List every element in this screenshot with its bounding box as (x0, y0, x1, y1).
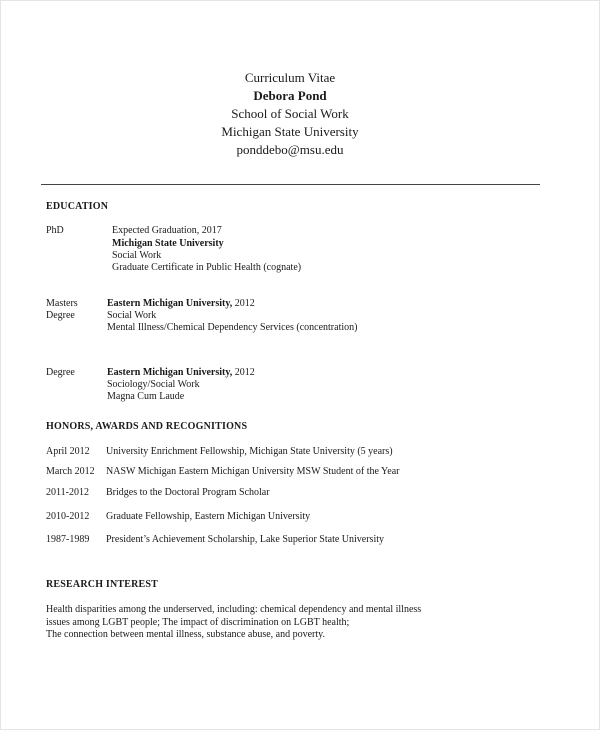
bachelors-year: 2012 (232, 367, 255, 378)
honor-date: 2011-2012 (46, 487, 89, 498)
phd-certificate: Graduate Certificate in Public Health (cognate) (112, 262, 302, 273)
research-line: The connection between mental illness, substance abuse, and poverty. (46, 629, 325, 640)
masters-label: Masters (46, 298, 78, 309)
bachelors-field: Sociology/Social Work (107, 379, 200, 390)
masters-institution-line (107, 298, 255, 310)
header-divider (41, 184, 540, 185)
phd-label: PhD (46, 225, 64, 236)
masters-degree-label: Degree (46, 310, 75, 321)
masters-concentration: Mental Illness/Chemical Dependency Services (concentration) (107, 322, 358, 333)
bachelors-label: Degree (46, 367, 75, 378)
email-address: ponddebo@msu.edu (236, 142, 344, 157)
honors-heading: HONORS, AWARDS AND RECOGNITIONS (46, 421, 248, 432)
bachelors-institution-line (107, 367, 255, 379)
masters-year: 2012 (232, 298, 255, 309)
honor-date: April 2012 (46, 446, 90, 457)
research-paragraph (46, 604, 466, 642)
document-title: Curriculum Vitae (244, 70, 336, 85)
honor-text: Graduate Fellowship, Eastern Michigan University (106, 511, 311, 522)
masters-institution: Eastern Michigan University, (107, 298, 233, 309)
honor-text: NASW Michigan Eastern Michigan University MSW Student of the Year (106, 466, 400, 477)
honor-text: President’s Achievement Scholarship, Lake Superior State University (106, 534, 384, 545)
research-line: issues among LGBT people; The impact of discrimination on LGBT health; (46, 616, 350, 628)
honor-date: 2010-2012 (46, 511, 90, 522)
bachelors-honor: Magna Cum Laude (107, 391, 185, 402)
school-name: School of Social Work (231, 106, 349, 121)
candidate-name: Debora Pond (253, 88, 327, 103)
university-name: Michigan State University (221, 124, 359, 139)
education-heading: EDUCATION (46, 201, 109, 212)
bachelors-institution: Eastern Michigan University, (107, 367, 233, 378)
research-heading: RESEARCH INTEREST (46, 579, 159, 590)
research-line: Health disparities among the underserved, including: chemical dependency and mental illness (46, 604, 422, 615)
phd-field: Social Work (112, 250, 162, 261)
phd-graduation: Expected Graduation, 2017 (112, 225, 222, 236)
honor-text: Bridges to the Doctoral Program Scholar (106, 487, 270, 498)
honor-date: 1987-1989 (46, 534, 90, 545)
masters-field: Social Work (107, 310, 157, 321)
honor-date: March 2012 (46, 466, 95, 477)
honor-text: University Enrichment Fellowship, Michigan State University (5 years) (106, 446, 393, 457)
phd-institution: Michigan State University (112, 238, 224, 249)
cv-header (1, 69, 579, 159)
